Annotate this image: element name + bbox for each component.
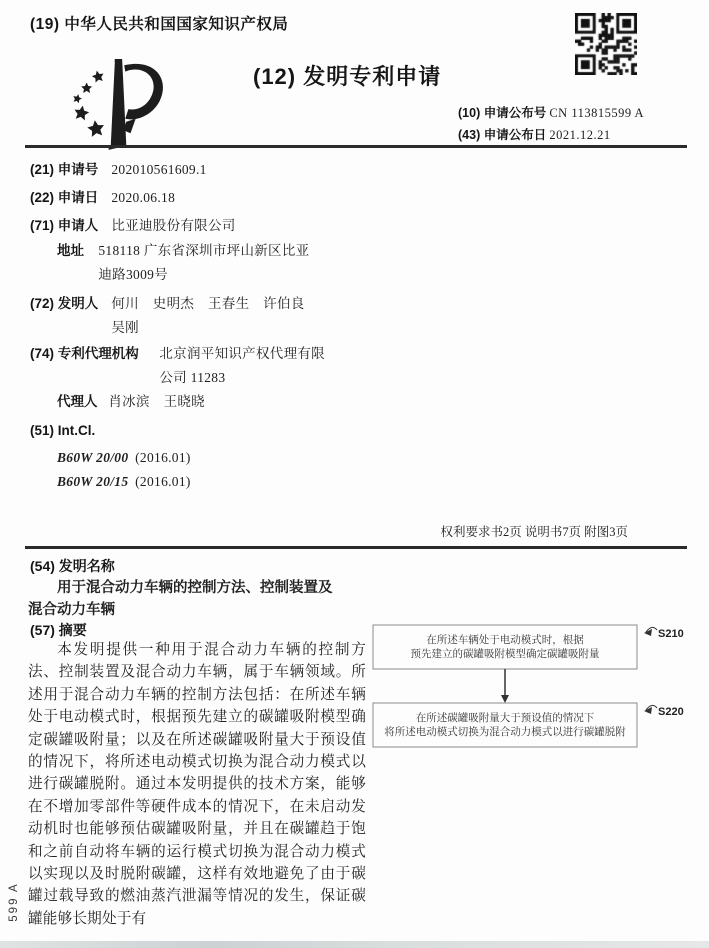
publication-date-value: 2021.12.21 <box>549 128 611 142</box>
agent-row <box>57 390 205 414</box>
header-divider <box>25 145 687 148</box>
publication-number-value: CN 113815599 A <box>549 106 645 120</box>
flow-step-1-line2: 预先建立的碳罐吸附模型确定碳罐吸附量 <box>410 648 600 660</box>
intcl-entry-2 <box>57 470 191 494</box>
abstract-label: (57) 摘要 <box>30 622 87 638</box>
intcl-year-2: (2016.01) <box>135 474 191 489</box>
qr-code-icon <box>575 13 637 75</box>
applicant-label: (71) 申请人 <box>30 218 99 233</box>
inventors-label: (72) 发明人 <box>30 296 99 311</box>
flow-callout-1-label: S210 <box>658 628 684 640</box>
flow-step-2-box <box>373 703 637 747</box>
flow-step-1-line1: 在所述车辆处于电动模式时，根据 <box>426 634 584 646</box>
flow-step-2-line2: 将所述电动模式切换为混合动力模式以进行碳罐脱附 <box>384 726 626 738</box>
intcl-code-1: B60W 20/00 <box>57 450 129 465</box>
flow-callout-2-label: S220 <box>658 706 684 718</box>
publication-number-row <box>458 103 644 121</box>
flow-arrowhead <box>501 695 509 703</box>
address-value: 518118 广东省深圳市坪山新区比亚迪路3009号 <box>98 243 310 282</box>
section-divider <box>25 546 687 549</box>
address-label: 地址 <box>57 243 84 258</box>
application-date-label: (22) 申请日 <box>30 190 99 205</box>
margin-publication-number: 599 A <box>8 882 20 922</box>
abstract-text: 本发明提供一种用于混合动力车辆的控制方法、控制装置及混合动力车辆，属于车辆领域。所述用于混合动力车辆的控制方法包括：在所述车辆处于电动模式时，根据预先建立的碳罐吸附模型确定碳罐吸附量；以及在所述碳罐吸附量大于预设值的情况下，将所述电动模式切换为混合动力模式以进行碳罐脱附。通过本发明提供的技术方案，能够在不增加零部件等硬件成本的情况下，在未启动发动机时也能够预估碳罐吸附量，并且在碳罐趋于饱和之前自动将车辆的运行模式切换为混合动力模式以实现以及时脱附碳罐，这样有效地避免了由于碳罐过载导致的燃油蒸汽泄漏等情况的发生，保证碳罐能够长期处于有 <box>28 642 366 927</box>
application-date-row <box>30 186 175 210</box>
intcl-year-1: (2016.01) <box>135 450 191 465</box>
agency-label: (74) 专利代理机构 <box>30 346 139 361</box>
publication-date-label: (43) 申请公布日 <box>458 128 547 142</box>
inventors-value: 何川 史明杰 王春生 许伯良 吴刚 <box>111 296 319 335</box>
agent-label: 代理人 <box>57 394 98 409</box>
applicant-value: 比亚迪股份有限公司 <box>111 218 236 233</box>
application-number-row <box>30 158 207 182</box>
intcl-entry-1 <box>57 446 191 470</box>
flow-step-1-box <box>373 625 637 669</box>
invention-title: 用于混合动力车辆的控制方法、控制装置及混合动力车辆 <box>28 580 333 618</box>
cnipa-logo-icon <box>66 58 172 152</box>
application-number-value: 202010561609.1 <box>111 162 207 177</box>
intcl-code-2: B60W 20/15 <box>57 474 129 489</box>
intcl-label: (51) Int.Cl. <box>30 423 96 438</box>
application-number-label: (21) 申请号 <box>30 162 99 177</box>
agency-row <box>30 342 331 389</box>
publication-date-row <box>458 125 611 143</box>
invention-title-label: (54) 发明名称 <box>30 558 115 574</box>
document-type-title: (12) 发明专利申请 <box>253 64 442 89</box>
publication-number-label: (10) 申请公布号 <box>458 106 547 120</box>
office-name: (19) 中华人民共和国国家知识产权局 <box>30 16 289 33</box>
agent-value: 肖冰滨 王晓晓 <box>108 394 205 409</box>
flowchart-figure <box>360 610 709 775</box>
address-row <box>57 239 320 286</box>
application-date-value: 2020.06.18 <box>111 190 176 205</box>
inventors-row <box>30 292 321 339</box>
applicant-row <box>30 214 236 238</box>
agency-value: 北京润平知识产权代理有限公司 11283 <box>159 346 325 385</box>
flow-step-2-line1: 在所述碳罐吸附量大于预设值的情况下 <box>415 712 595 724</box>
scan-edge <box>0 941 709 948</box>
pages-info: 权利要求书2页 说明书7页 附图3页 <box>440 525 628 539</box>
intcl-row <box>30 419 95 443</box>
